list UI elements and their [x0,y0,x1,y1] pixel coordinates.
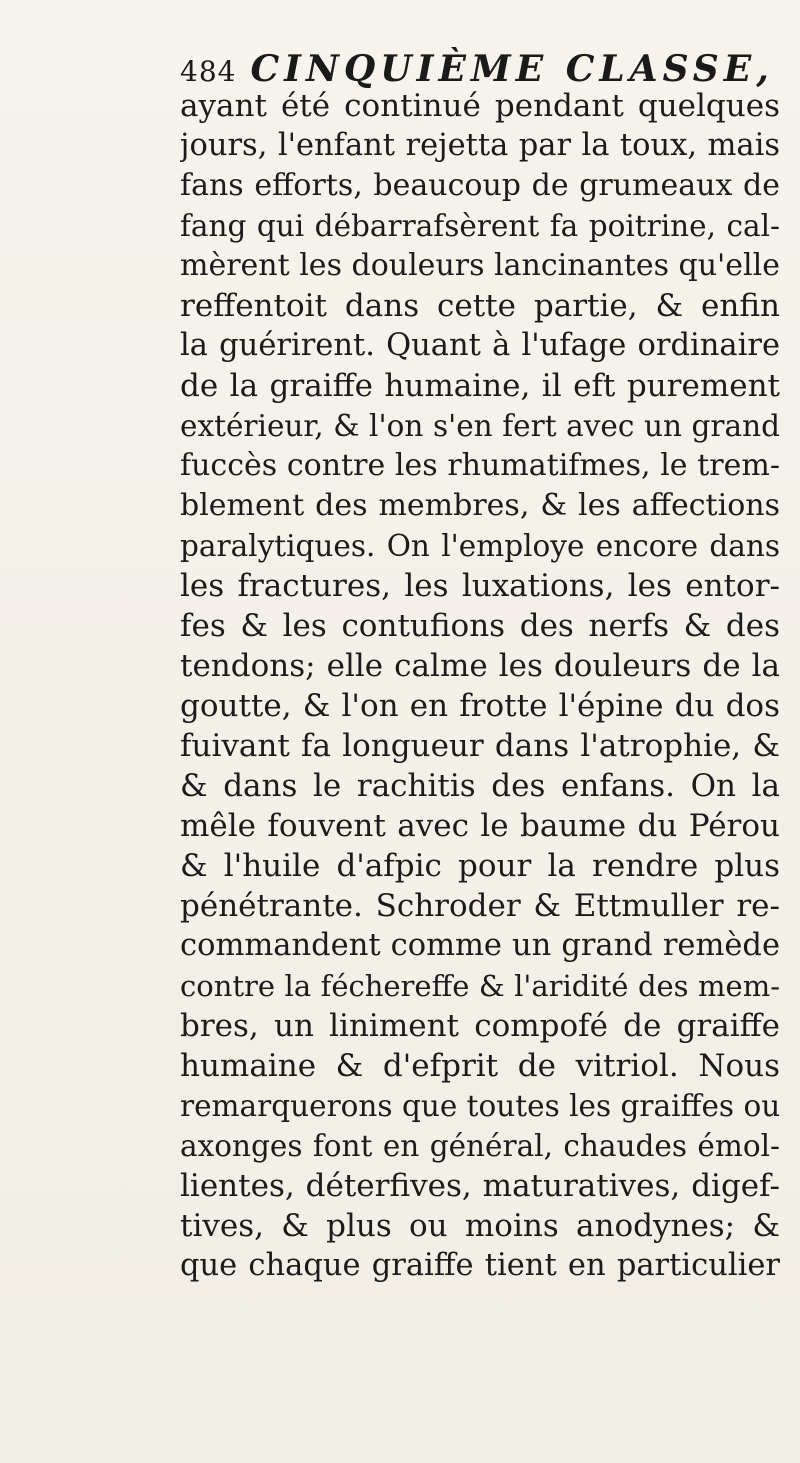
text-line: fuccès contre les rhumatifmes, le trem- [180,448,780,483]
text-line: humaine & d'efprit de vitriol. Nous [180,1048,780,1084]
text-line: extérieur, & l'on s'en fert avec un grand [180,409,780,443]
text-line: la guérirent. Quant à l'ufage ordinaire [180,328,780,363]
text-line: & l'huile d'afpic pour la rendre plus [180,848,780,884]
text-line: mêle fouvent avec le baume du Pérou [180,808,780,844]
body-text [180,86,780,1286]
running-head: CINQUIÈME CLASSE, [250,48,774,90]
text-line: & dans le rachitis des enfans. On la [180,768,780,804]
text-line: de la graiffe humaine, il eft purement [180,368,780,404]
text-line: que chaque graiffe tient en particulier [180,1248,780,1283]
text-line: fes & les contufions des nerfs & des [180,608,780,644]
text-line: jours, l'enfant rejetta par la toux, mais [180,128,780,163]
page-number: 484 [180,55,237,88]
text-line: tives, & plus ou moins anodynes; & [180,1208,780,1244]
text-line: reffentoit dans cette partie, & enfin [180,288,780,324]
text-line: tendons; elle calme les douleurs de la [180,648,780,684]
text-line: fans efforts, beaucoup de grumeaux de [180,168,780,203]
text-line: mèrent les douleurs lancinantes qu'elle [180,248,780,283]
text-line: paralytiques. On l'employe encore dans [180,529,780,563]
text-line: fang qui débarrafsèrent fa poitrine, cal- [180,209,780,243]
text-line: fuivant fa longueur dans l'atrophie, & [180,728,780,764]
text-line: blement des membres, & les affections [180,488,780,523]
text-line: axonges font en général, chaudes émol- [180,1129,780,1163]
text-line: lientes, déterfives, maturatives, digef- [180,1168,780,1204]
text-line: pénétrante. Schroder & Ettmuller re- [180,888,780,924]
text-line: ayant été continué pendant quelques [180,88,780,124]
text-line: commandent comme un grand remède [180,928,780,963]
text-line: bres, un liniment compofé de graiffe [180,1008,780,1044]
text-line: remarquerons que toutes les graiffes ou [180,1089,780,1123]
text-line: les fractures, les luxations, les entor- [180,568,780,604]
text-line: contre la féchereffe & l'aridité des mem- [180,969,780,1003]
text-line: goutte, & l'on en frotte l'épine du dos [180,688,780,724]
